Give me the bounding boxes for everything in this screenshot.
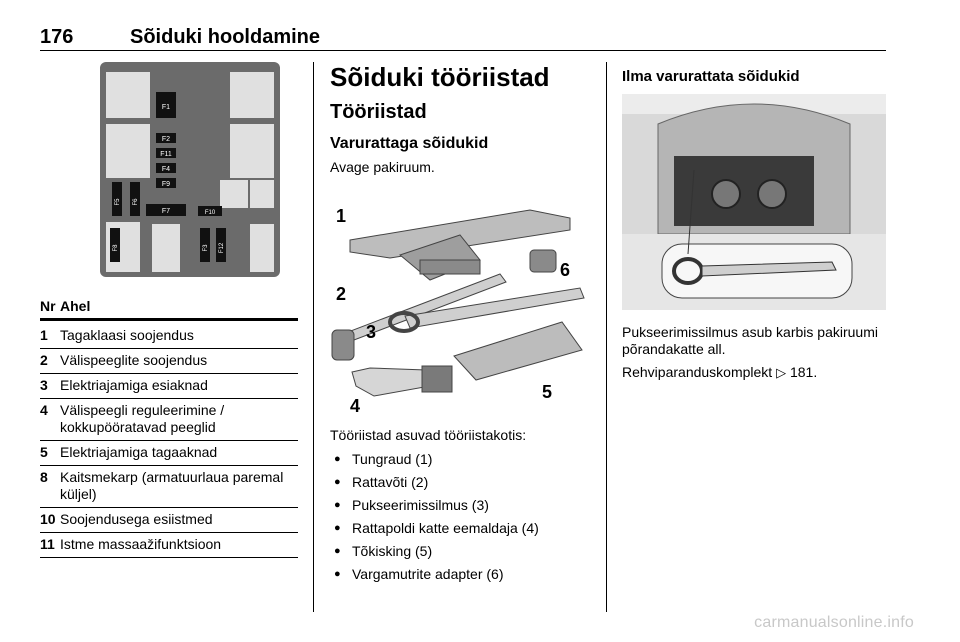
repair-kit-text: Rehviparanduskomplekt ▷ 181. bbox=[622, 364, 818, 380]
cross-reference-page[interactable]: 181. bbox=[789, 364, 818, 380]
section-title: Sõiduki tööriistad bbox=[330, 62, 550, 92]
callout-3: 3 bbox=[366, 322, 377, 342]
fuse-label: F2 bbox=[161, 136, 171, 143]
list-item: ● Pukseerimissilmus (3) bbox=[330, 496, 590, 514]
table-row: 1 Tagaklaasi soojendus bbox=[40, 324, 298, 349]
list-item: ● Rattapoldi katte eemaldaja (4) bbox=[330, 519, 590, 537]
cross-reference-icon: ▷ bbox=[776, 365, 787, 380]
column-no-spare bbox=[622, 62, 886, 380]
chapter-title: Sõiduki hooldamine bbox=[130, 26, 321, 48]
fuse-label: F12 bbox=[219, 242, 225, 254]
trunk-illustration bbox=[622, 94, 886, 310]
table-row: 3 Elektriajamiga esiaknad bbox=[40, 374, 298, 399]
table-row: 11 Istme massaažifunktsioon bbox=[40, 533, 298, 558]
table-row: 8 Kaitsmekarp (armatuurlaua paremal küljel) bbox=[40, 466, 298, 508]
tools-illustration bbox=[330, 200, 590, 412]
callout-4: 4 bbox=[350, 396, 361, 412]
page-number: 176 bbox=[40, 26, 74, 48]
tools-list bbox=[330, 450, 590, 588]
fuse-label: F8 bbox=[113, 244, 119, 252]
callout-1: 1 bbox=[336, 206, 347, 226]
fuse-label: F3 bbox=[203, 244, 209, 252]
callout-2: 2 bbox=[336, 284, 347, 304]
fuse-label: F9 bbox=[161, 181, 171, 188]
table-row: 5 Elektriajamiga tagaaknad bbox=[40, 441, 298, 466]
fuse-label: F5 bbox=[115, 198, 121, 206]
table-row: 4 Välispeegli reguleerimine / kokkupööratavad peeglid bbox=[40, 399, 298, 441]
fuse-label: F6 bbox=[133, 198, 139, 206]
subsection-title: Tööriistad bbox=[330, 101, 427, 123]
list-item: ● Tungraud (1) bbox=[330, 450, 590, 468]
page-header bbox=[40, 26, 886, 51]
fuse-label: F4 bbox=[161, 166, 171, 173]
tools-intro: Tööriistad asuvad tööriistakotis: bbox=[330, 427, 527, 443]
section-title-no-spare: Ilma varurattata sõidukid bbox=[622, 68, 800, 85]
header-ahel: Ahel bbox=[60, 298, 91, 314]
tow-eye-text: Pukseerimissilmus asub karbis pakiruumi põrandakatte all. bbox=[622, 324, 878, 357]
fuse-table-body bbox=[40, 324, 298, 558]
header-nr: Nr bbox=[40, 298, 56, 314]
instruction-text: Avage pakiruum. bbox=[330, 159, 435, 175]
list-item: ● Rattavõti (2) bbox=[330, 473, 590, 491]
column-divider-right bbox=[606, 62, 607, 612]
list-item: ● Vargamutrite adapter (6) bbox=[330, 565, 590, 583]
column-divider-left bbox=[313, 62, 314, 612]
watermark: carmanualsonline.info bbox=[754, 614, 914, 631]
column-tools bbox=[330, 62, 590, 582]
fuse-label: F7 bbox=[161, 208, 171, 215]
fuse-table-header bbox=[40, 296, 298, 321]
table-row: 2 Välispeeglite soojendus bbox=[40, 349, 298, 374]
table-row: 10 Soojendusega esiistmed bbox=[40, 508, 298, 533]
subsubsection-title: Varurattaga sõidukid bbox=[330, 135, 489, 152]
fuse-label: F1 bbox=[161, 104, 171, 111]
fuse-box-diagram bbox=[100, 62, 280, 277]
list-item: ● Tõkisking (5) bbox=[330, 542, 590, 560]
callout-6: 6 bbox=[560, 260, 571, 280]
fuse-label: F11 bbox=[160, 151, 172, 158]
fuse-label: F10 bbox=[204, 210, 216, 216]
callout-5: 5 bbox=[542, 382, 553, 402]
